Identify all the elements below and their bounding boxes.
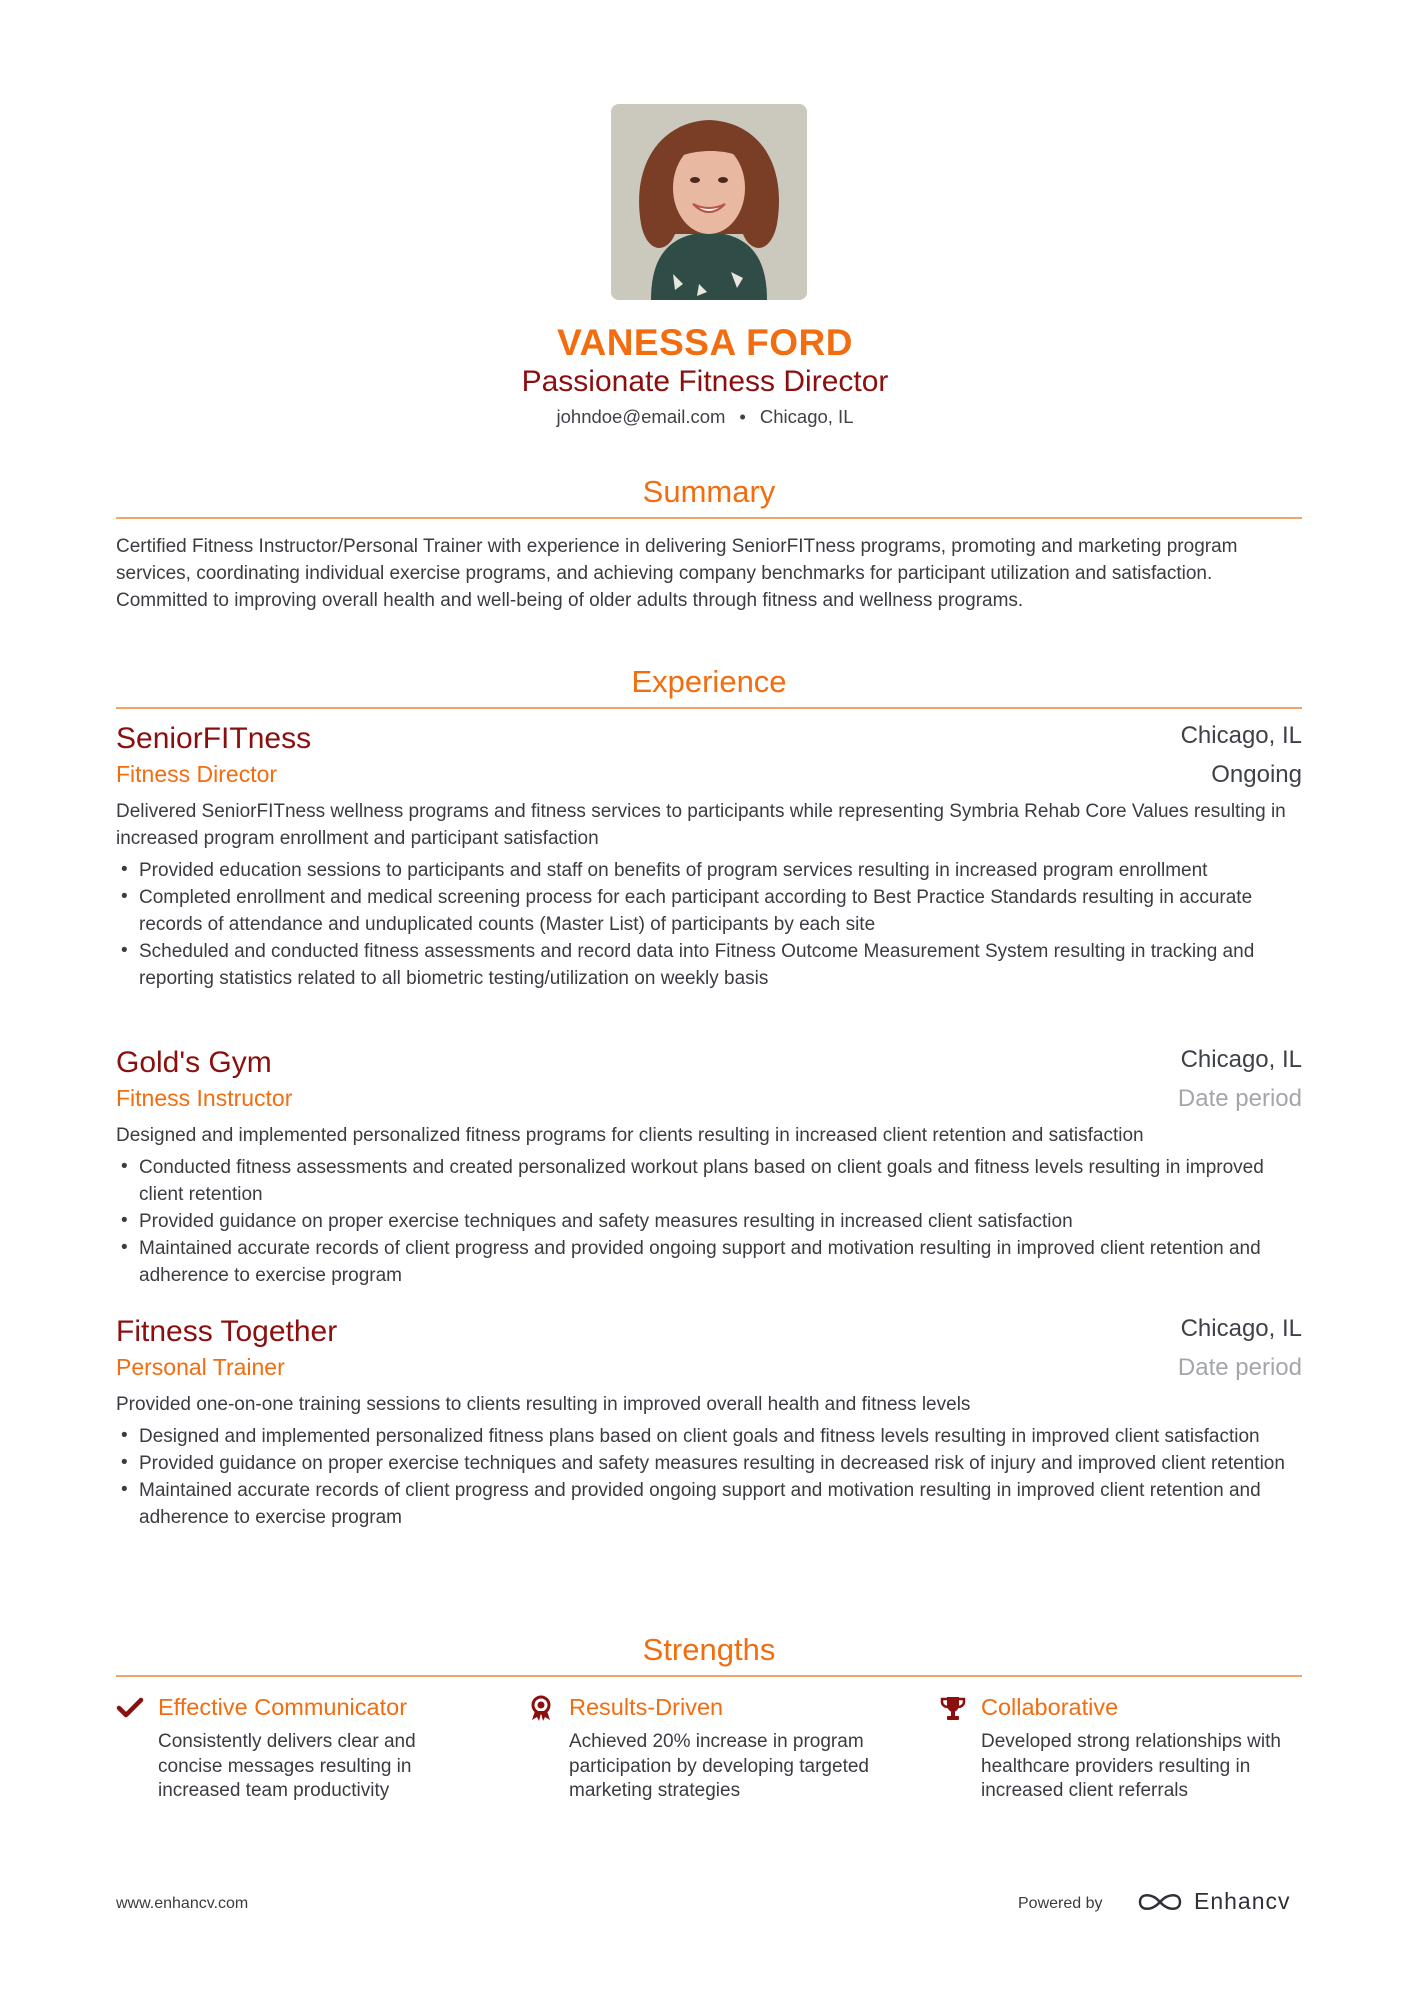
brand-name: Enhancv bbox=[1194, 1888, 1291, 1914]
enhancv-logo[interactable] bbox=[1136, 1887, 1306, 1917]
company-name: Gold's Gym bbox=[116, 1046, 272, 1079]
experience-divider bbox=[116, 707, 1302, 709]
summary-title: Summary bbox=[642, 474, 776, 509]
job-bullet: • Maintained accurate records of client progress and provided ongoing support and motivation resulting in improved client retention and adherence to exercise program bbox=[116, 1477, 1306, 1531]
candidate-name: VANESSA FORD bbox=[557, 322, 853, 363]
job-bullets bbox=[116, 1423, 1306, 1531]
job-bullet: • Provided education sessions to participants and staff on benefits of program services resulting in increased program enrollment bbox=[116, 857, 1306, 884]
job-bullet: • Conducted fitness assessments and created personalized workout plans based on client goals and fitness levels resulting in improved client retention bbox=[116, 1154, 1306, 1208]
strengths-title: Strengths bbox=[642, 1632, 776, 1667]
profile-photo bbox=[611, 104, 807, 300]
strength-title: Results-Driven bbox=[569, 1694, 724, 1720]
candidate-headline: Passionate Fitness Director bbox=[521, 365, 889, 398]
job-bullet: • Provided guidance on proper exercise techniques and safety measures resulting in decreased risk of injury and improved client retention bbox=[116, 1450, 1306, 1477]
job-role: Personal Trainer bbox=[116, 1354, 285, 1380]
contact-email[interactable]: johndoe@email.com bbox=[556, 406, 726, 427]
job-bullet: • Completed enrollment and medical screening process for each participant according to Best Practice Standards resulting in accurate records of attendance and unduplicated counts (Master List) of participants by each site bbox=[116, 884, 1306, 938]
strength-description: Developed strong relationships with healthcare providers resulting in increased client referrals bbox=[981, 1731, 1281, 1801]
strength-description: Consistently delivers clear and concise messages resulting in increased team productivity bbox=[158, 1731, 416, 1801]
checkmark-icon bbox=[116, 1694, 144, 1722]
summary-text: Certified Fitness Instructor/Personal Trainer with experience in delivering SeniorFITness programs, promoting and marketing program services, coordinating individual exercise programs, and achieving company benchmarks for participant utilization and satisfaction. Committed to improving overall health and well-being of older adults through fitness and wellness programs. bbox=[116, 536, 1238, 611]
job-bullets bbox=[116, 857, 1306, 992]
footer-url[interactable]: www.enhancv.com bbox=[116, 1895, 249, 1912]
trophy-icon bbox=[939, 1694, 967, 1722]
job-description: Designed and implemented personalized fitness programs for clients resulting in increased client retention and satisfaction bbox=[116, 1125, 1144, 1146]
infinity-logo-icon bbox=[1136, 1887, 1186, 1917]
strength-description: Achieved 20% increase in program participation by developing targeted marketing strategies bbox=[569, 1731, 869, 1801]
strength-title: Effective Communicator bbox=[158, 1694, 408, 1720]
job-bullet: • Scheduled and conducted fitness assessments and record data into Fitness Outcome Measurement System resulting in tracking and reporting statistics related to all biometric testing/utilization on weekly basis bbox=[116, 938, 1306, 992]
job-bullets bbox=[116, 1154, 1306, 1289]
job-date: Date period bbox=[1177, 1085, 1302, 1112]
award-ribbon-icon bbox=[527, 1694, 555, 1722]
contact-location: Chicago, IL bbox=[759, 406, 854, 427]
strength-title: Collaborative bbox=[981, 1694, 1119, 1720]
company-name: Fitness Together bbox=[116, 1315, 338, 1348]
strengths-divider bbox=[116, 1675, 1302, 1677]
job-bullet: • Designed and implemented personalized fitness plans based on client goals and fitness levels resulting in improved client satisfaction bbox=[116, 1423, 1306, 1450]
job-role: Fitness Instructor bbox=[116, 1085, 293, 1111]
job-description: Delivered SeniorFITness wellness programs and fitness services to participants while representing Symbria Rehab Core Values resulting in increased program enrollment and participant satisfaction bbox=[116, 801, 1286, 849]
job-location: Chicago, IL bbox=[1180, 1046, 1302, 1073]
company-name: SeniorFITness bbox=[116, 722, 312, 755]
job-location: Chicago, IL bbox=[1180, 722, 1302, 749]
job-bullet: • Provided guidance on proper exercise techniques and safety measures resulting in increased client satisfaction bbox=[116, 1208, 1306, 1235]
job-description: Provided one-on-one training sessions to clients resulting in improved overall health and fitness levels bbox=[116, 1394, 971, 1415]
experience-title: Experience bbox=[631, 664, 787, 699]
summary-divider bbox=[116, 517, 1302, 519]
job-bullet: • Maintained accurate records of client progress and provided ongoing support and motivation resulting in improved client retention and adherence to exercise program bbox=[116, 1235, 1306, 1289]
contact-line bbox=[0, 406, 1410, 428]
job-date: Ongoing bbox=[1211, 761, 1302, 788]
job-location: Chicago, IL bbox=[1180, 1315, 1302, 1342]
job-role: Fitness Director bbox=[116, 761, 278, 787]
contact-separator: • bbox=[739, 406, 746, 427]
job-date: Date period bbox=[1177, 1354, 1302, 1381]
powered-by-label: Powered by bbox=[1018, 1895, 1103, 1912]
